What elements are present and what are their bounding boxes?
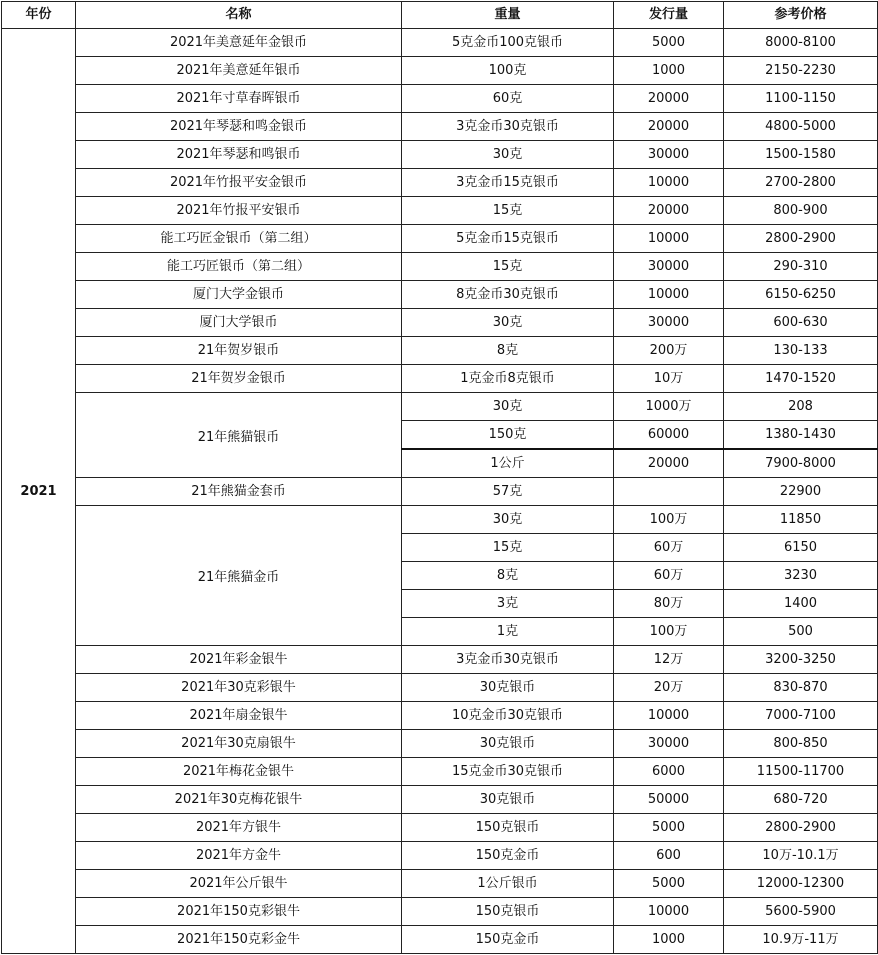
table-row (2, 898, 878, 926)
coin-price: 1500-1580 (724, 141, 878, 169)
coin-weight: 8克 (402, 562, 614, 590)
table-row (2, 337, 878, 365)
coin-price: 2800-2900 (724, 814, 878, 842)
coin-name: 2021年彩金银牛 (76, 646, 402, 674)
coin-issue: 5000 (614, 814, 724, 842)
coin-issue: 10000 (614, 169, 724, 197)
coin-issue: 20000 (614, 449, 724, 478)
coin-price: 290-310 (724, 253, 878, 281)
coin-price: 11850 (724, 506, 878, 534)
table-row (2, 169, 878, 197)
header-issue: 发行量 (614, 2, 724, 29)
coin-issue: 10000 (614, 281, 724, 309)
coin-price: 5600-5900 (724, 898, 878, 926)
table-row (2, 646, 878, 674)
coin-price: 680-720 (724, 786, 878, 814)
coin-price: 10.9万-11万 (724, 926, 878, 954)
coin-price: 2800-2900 (724, 225, 878, 253)
coin-issue: 1000 (614, 926, 724, 954)
table-row (2, 702, 878, 730)
coin-weight: 100克 (402, 57, 614, 85)
coin-weight: 30克银币 (402, 730, 614, 758)
table-row (2, 57, 878, 85)
coin-price: 10万-10.1万 (724, 842, 878, 870)
coin-name: 2021年琴瑟和鸣金银币 (76, 113, 402, 141)
coin-name: 2021年150克彩金牛 (76, 926, 402, 954)
header-price: 参考价格 (724, 2, 878, 29)
coin-price: 7900-8000 (724, 449, 878, 478)
coin-weight: 15克 (402, 253, 614, 281)
table-row (2, 141, 878, 169)
coin-issue: 60万 (614, 562, 724, 590)
coin-price: 6150 (724, 534, 878, 562)
coin-price: 2150-2230 (724, 57, 878, 85)
coin-weight: 1克 (402, 618, 614, 646)
coin-name: 2021年30克梅花银牛 (76, 786, 402, 814)
coin-name: 21年熊猫银币 (76, 393, 402, 478)
coin-weight: 30克 (402, 141, 614, 169)
coin-weight: 8克金币30克银币 (402, 281, 614, 309)
coin-name: 2021年方金牛 (76, 842, 402, 870)
coin-issue: 100万 (614, 618, 724, 646)
coin-name: 2021年30克彩银牛 (76, 674, 402, 702)
coin-name: 2021年琴瑟和鸣银币 (76, 141, 402, 169)
coin-weight: 15克 (402, 197, 614, 225)
table-row (2, 730, 878, 758)
coin-name: 2021年竹报平安金银币 (76, 169, 402, 197)
coin-price: 22900 (724, 478, 878, 506)
header-row (2, 2, 878, 29)
coin-weight: 30克 (402, 309, 614, 337)
header-weight: 重量 (402, 2, 614, 29)
coin-price: 3200-3250 (724, 646, 878, 674)
coin-name: 厦门大学金银币 (76, 281, 402, 309)
coin-weight: 1公斤 (402, 449, 614, 478)
coin-issue: 80万 (614, 590, 724, 618)
coin-weight: 15克金币30克银币 (402, 758, 614, 786)
coin-weight: 1公斤银币 (402, 870, 614, 898)
coin-weight: 8克 (402, 337, 614, 365)
coin-issue: 5000 (614, 870, 724, 898)
coin-weight: 15克 (402, 534, 614, 562)
coin-issue: 100万 (614, 506, 724, 534)
coin-issue: 1000万 (614, 393, 724, 421)
coin-price: 1400 (724, 590, 878, 618)
coin-issue: 30000 (614, 730, 724, 758)
coin-name: 2021年竹报平安银币 (76, 197, 402, 225)
coin-weight: 3克金币30克银币 (402, 646, 614, 674)
coin-weight: 10克金币30克银币 (402, 702, 614, 730)
coin-price: 208 (724, 393, 878, 421)
coin-issue: 20万 (614, 674, 724, 702)
coin-weight: 3克 (402, 590, 614, 618)
table-row (2, 870, 878, 898)
coin-name: 2021年30克扇银牛 (76, 730, 402, 758)
coin-weight: 5克金币100克银币 (402, 29, 614, 57)
coin-price: 130-133 (724, 337, 878, 365)
table-row (2, 309, 878, 337)
table-row (2, 113, 878, 141)
coin-issue: 20000 (614, 197, 724, 225)
table-row (2, 365, 878, 393)
coin-issue: 30000 (614, 253, 724, 281)
coin-price: 12000-12300 (724, 870, 878, 898)
table-row (2, 926, 878, 954)
coin-name: 能工巧匠金银币（第二组） (76, 225, 402, 253)
coin-price: 600-630 (724, 309, 878, 337)
coin-name: 21年熊猫金套币 (76, 478, 402, 506)
table-row (2, 281, 878, 309)
table-row (2, 786, 878, 814)
coin-name: 2021年扇金银牛 (76, 702, 402, 730)
coin-weight: 60克 (402, 85, 614, 113)
coin-weight: 5克金币15克银币 (402, 225, 614, 253)
coin-price: 800-850 (724, 730, 878, 758)
coin-issue: 10000 (614, 702, 724, 730)
coin-issue (614, 478, 724, 506)
coin-issue: 6000 (614, 758, 724, 786)
header-name: 名称 (76, 2, 402, 29)
coin-name: 2021年美意延年金银币 (76, 29, 402, 57)
coin-name: 2021年公斤银牛 (76, 870, 402, 898)
table-row (2, 393, 878, 421)
coin-issue: 20000 (614, 113, 724, 141)
coin-price: 8000-8100 (724, 29, 878, 57)
table-row (2, 253, 878, 281)
coin-issue: 30000 (614, 309, 724, 337)
table-row (2, 197, 878, 225)
coin-weight: 150克银币 (402, 814, 614, 842)
coin-issue: 10万 (614, 365, 724, 393)
coin-issue: 10000 (614, 225, 724, 253)
coin-issue: 60万 (614, 534, 724, 562)
coin-price: 4800-5000 (724, 113, 878, 141)
table-row (2, 506, 878, 534)
table-row (2, 814, 878, 842)
table-row (2, 85, 878, 113)
coin-weight: 57克 (402, 478, 614, 506)
coin-weight: 30克 (402, 393, 614, 421)
table-row (2, 478, 878, 506)
table-row (2, 758, 878, 786)
table-row (2, 29, 878, 57)
coin-name: 2021年150克彩银牛 (76, 898, 402, 926)
coin-issue: 10000 (614, 898, 724, 926)
coin-weight: 150克银币 (402, 898, 614, 926)
coin-weight: 3克金币15克银币 (402, 169, 614, 197)
coin-weight: 30克银币 (402, 786, 614, 814)
coin-weight: 150克金币 (402, 842, 614, 870)
coin-weight: 30克银币 (402, 674, 614, 702)
coin-name: 2021年方银牛 (76, 814, 402, 842)
coin-weight: 150克金币 (402, 926, 614, 954)
coin-issue: 60000 (614, 421, 724, 450)
coin-price: 1470-1520 (724, 365, 878, 393)
coin-name: 厦门大学银币 (76, 309, 402, 337)
table-row (2, 842, 878, 870)
coin-issue: 12万 (614, 646, 724, 674)
coin-price: 1380-1430 (724, 421, 878, 450)
year-cell: 2021 (2, 29, 76, 954)
coin-price: 830-870 (724, 674, 878, 702)
coin-price: 500 (724, 618, 878, 646)
coin-price: 2700-2800 (724, 169, 878, 197)
coin-weight: 1克金币8克银币 (402, 365, 614, 393)
coin-name: 2021年美意延年银币 (76, 57, 402, 85)
coin-issue: 200万 (614, 337, 724, 365)
table-row (2, 225, 878, 253)
table-row (2, 674, 878, 702)
coin-name: 2021年梅花金银牛 (76, 758, 402, 786)
coin-price: 7000-7100 (724, 702, 878, 730)
coin-issue: 600 (614, 842, 724, 870)
coin-price: 1100-1150 (724, 85, 878, 113)
coin-issue: 20000 (614, 85, 724, 113)
coin-issue: 1000 (614, 57, 724, 85)
coin-name: 21年熊猫金币 (76, 506, 402, 646)
coin-name: 2021年寸草春晖银币 (76, 85, 402, 113)
coin-name: 能工巧匠银币（第二组） (76, 253, 402, 281)
coin-price-table (1, 1, 878, 954)
coin-issue: 30000 (614, 141, 724, 169)
coin-issue: 5000 (614, 29, 724, 57)
coin-price: 3230 (724, 562, 878, 590)
coin-weight: 150克 (402, 421, 614, 450)
coin-weight: 3克金币30克银币 (402, 113, 614, 141)
coin-name: 21年贺岁金银币 (76, 365, 402, 393)
coin-issue: 50000 (614, 786, 724, 814)
coin-price: 11500-11700 (724, 758, 878, 786)
coin-name: 21年贺岁银币 (76, 337, 402, 365)
coin-price: 800-900 (724, 197, 878, 225)
coin-price: 6150-6250 (724, 281, 878, 309)
header-year: 年份 (2, 2, 76, 29)
coin-weight: 30克 (402, 506, 614, 534)
